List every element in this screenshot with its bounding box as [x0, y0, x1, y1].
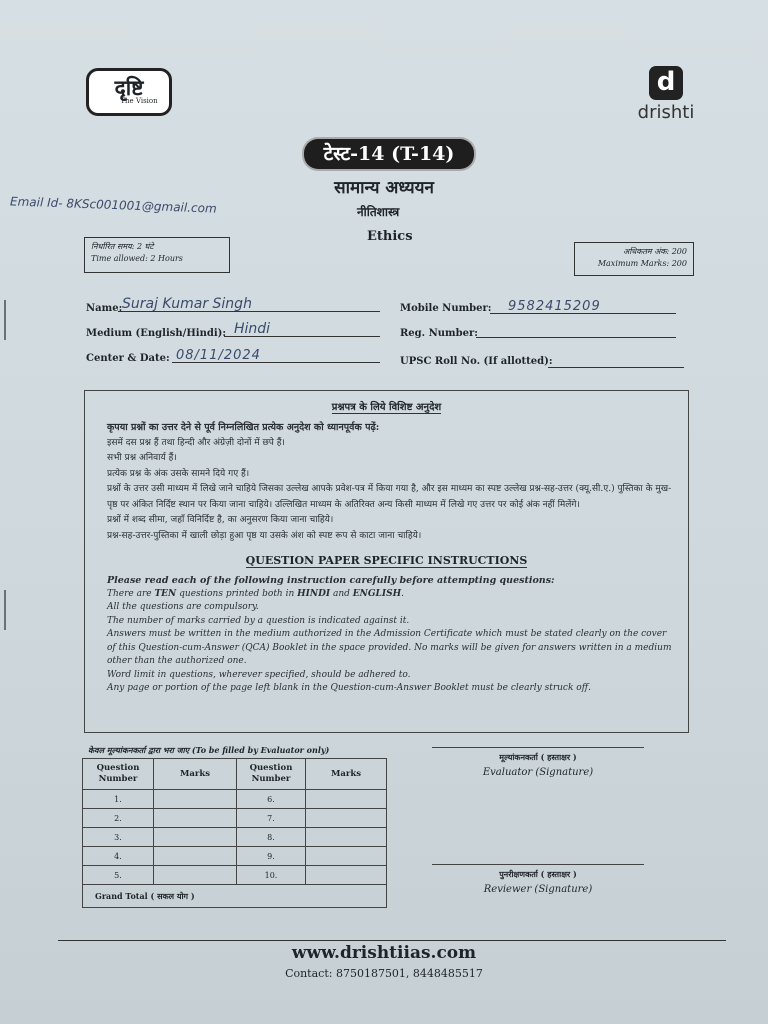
name-value: Suraj Kumar Singh [122, 296, 252, 312]
paper-title-hindi: नीतिशास्त्र [357, 205, 400, 219]
roll-number-label: UPSC Roll No. (If allotted): [400, 356, 553, 367]
drishti-logo-word: drishti [637, 102, 695, 123]
evaluator-signature-hindi: मूल्यांकनकर्ता ( हस्ताक्षर ) [499, 752, 577, 762]
reviewer-signature-hindi: पुनरीक्षणकर्ता ( हस्ताक्षर ) [499, 869, 577, 879]
english-instruction-line: There are TEN questions printed both in HINDI and ENGLISH. [107, 588, 404, 599]
reviewer-signature-line[interactable] [432, 864, 644, 865]
evaluator-signature-line[interactable] [432, 747, 644, 748]
question-number-cell: 8. [237, 828, 306, 847]
evaluator-caption: केवल मूल्यांकनकर्ता द्वारा भरा जाए (To be filled by Evaluator only) [88, 745, 330, 755]
hindi-instruction-line: प्रश्न-सह-उत्तर-पुस्तिका में खाली छोड़ा हुआ पृष्ठ या उसके अंश को स्पष्ट रूप से काटा जाना चाहिये। [107, 530, 422, 541]
table-row [83, 809, 387, 828]
english-instruction-line: All the questions are compulsory. [107, 602, 259, 612]
english-instruction-line: Word limit in questions, wherever specified, should be adhered to. [107, 669, 411, 680]
medium-field[interactable] [224, 318, 380, 337]
english-instructions-intro: Please read each of the following instruction carefully before attempting questions: [107, 575, 555, 586]
question-number-cell: 10. [237, 866, 306, 885]
marks-cell[interactable] [306, 847, 387, 866]
marks-cell[interactable] [154, 828, 237, 847]
hindi-instruction-line: प्रश्नों के उत्तर उसी माध्यम में लिखे जाने चाहिये जिसका उल्लेख आपके प्रवेश-पत्र में किया गया है, और इस माध्यम का स्पष्ट उल्लेख प्रश्न-सह-उत्तर (क्यू.सी.ए.) पुस्तिका के मुख-पृष्ठ पर अंकित निर्दिष्ट स्थान पर किया जाना चाहिये। उल्लिखित माध्यम के अतिरिक्त अन्य किसी माध्यम में लिखे गए उत्तर पर कोई अंक नहीं मिलेंगे। [107, 484, 672, 510]
hindi-instructions-title: प्रश्नपत्र के लिये विशिष्ट अनुदेश [331, 402, 442, 413]
question-number-cell: 4. [83, 847, 154, 866]
hindi-instruction-line: इसमें दस प्रश्न हैं तथा हिन्दी और अंग्रेज़ी दोनों में छपे हैं। [107, 437, 285, 448]
question-number-cell: 1. [83, 790, 154, 809]
medium-value: Hindi [234, 321, 271, 337]
question-number-header: Question Number [237, 759, 306, 790]
name-field[interactable] [118, 293, 380, 312]
marks-cell[interactable] [154, 790, 237, 809]
hindi-instruction-line: प्रश्नों में शब्द सीमा, जहाँ विनिर्दिष्ट है, का अनुसरण किया जाना चाहिये। [107, 515, 334, 525]
center-date-label: Center & Date: [86, 353, 170, 364]
english-instruction-line: The number of marks carried by a question is indicated against it. [107, 615, 410, 626]
english-instruction-line: Any page or portion of the page left blank in the Question-cum-Answer Booklet must be clearly struck off. [107, 683, 591, 693]
name-label: Name: [86, 303, 123, 314]
english-instructions-title: QUESTION PAPER SPECIFIC INSTRUCTIONS [245, 554, 528, 567]
grand-total-row [83, 885, 387, 908]
marks-cell[interactable] [306, 790, 387, 809]
footer-divider [58, 940, 726, 941]
question-number-cell: 9. [237, 847, 306, 866]
table-row [83, 828, 387, 847]
marks-cell[interactable] [154, 847, 237, 866]
maximum-marks-box: अधिकतम अंक: 200 Maximum Marks: 200 [574, 242, 694, 276]
reg-number-field[interactable] [476, 322, 676, 338]
question-number-cell: 2. [83, 809, 154, 828]
roll-number-field[interactable] [548, 352, 684, 368]
marks-table [82, 758, 387, 908]
page-edge-mark [4, 300, 6, 340]
time-allowed-box: निर्धारित समय: 2 घंटे Time allowed: 2 Hours [84, 237, 230, 273]
question-number-cell: 7. [237, 809, 306, 828]
drishti-logo [630, 66, 702, 123]
instructions-box [84, 390, 689, 733]
hindi-instruction-line: सभी प्रश्न अनिवार्य हैं। [107, 453, 177, 463]
table-row [83, 790, 387, 809]
reg-number-label: Reg. Number: [400, 328, 478, 339]
marks-header: Marks [154, 759, 237, 790]
marks-cell[interactable] [154, 809, 237, 828]
footer-contact: Contact: 8750187501, 8448485517 [285, 967, 483, 980]
marks-table-header [83, 759, 387, 790]
subject-title-hindi: सामान्य अध्ययन [334, 178, 434, 198]
question-number-cell: 3. [83, 828, 154, 847]
marks-cell[interactable] [306, 828, 387, 847]
drishti-hindi-logo: दृष्टि The Vision [86, 68, 172, 116]
handwritten-email: Email Id- 8KSc001001@gmail.com [9, 194, 217, 216]
paper-title-english: Ethics [367, 229, 413, 244]
drishti-logo-mark: d [649, 66, 683, 100]
test-badge: टेस्ट-14 (T-14) [304, 139, 474, 169]
table-row [83, 847, 387, 866]
medium-label: Medium (English/Hindi): [86, 328, 227, 339]
marks-cell[interactable] [306, 809, 387, 828]
marks-cell[interactable] [306, 866, 387, 885]
grand-total-cell[interactable]: Grand Total ( सकल योग ) [83, 885, 387, 908]
question-number-cell: 6. [237, 790, 306, 809]
marks-cell[interactable] [154, 866, 237, 885]
mobile-label: Mobile Number: [400, 303, 492, 314]
center-date-value: 08/11/2024 [176, 348, 261, 363]
footer-website[interactable]: www.drishtiias.com [291, 943, 477, 963]
hindi-instruction-line: प्रत्येक प्रश्न के अंक उसके सामने दिये गए हैं। [107, 468, 250, 479]
mobile-value: 9582415209 [508, 299, 601, 314]
english-instruction-line: Answers must be written in the medium authorized in the Admission Certificate which must be stated clearly on the cover of this Question-cum-Answer (QCA) Booklet in the space provided. No marks will be given for answers written in a medium other than the authorized one. [107, 629, 672, 666]
marks-header: Marks [306, 759, 387, 790]
reviewer-signature-label: Reviewer (Signature) [483, 884, 593, 895]
evaluator-signature-label: Evaluator (Signature) [482, 767, 594, 778]
page-edge-mark [4, 590, 6, 630]
hindi-instructions-intro: कृपया प्रश्नों का उत्तर देने से पूर्व निम्नलिखित प्रत्येक अनुदेश को ध्यानपूर्वक पढ़ें: [107, 422, 380, 433]
center-date-field[interactable] [172, 344, 380, 363]
question-number-cell: 5. [83, 866, 154, 885]
table-row [83, 866, 387, 885]
mobile-field[interactable] [490, 295, 676, 314]
question-number-header: Question Number [83, 759, 154, 790]
